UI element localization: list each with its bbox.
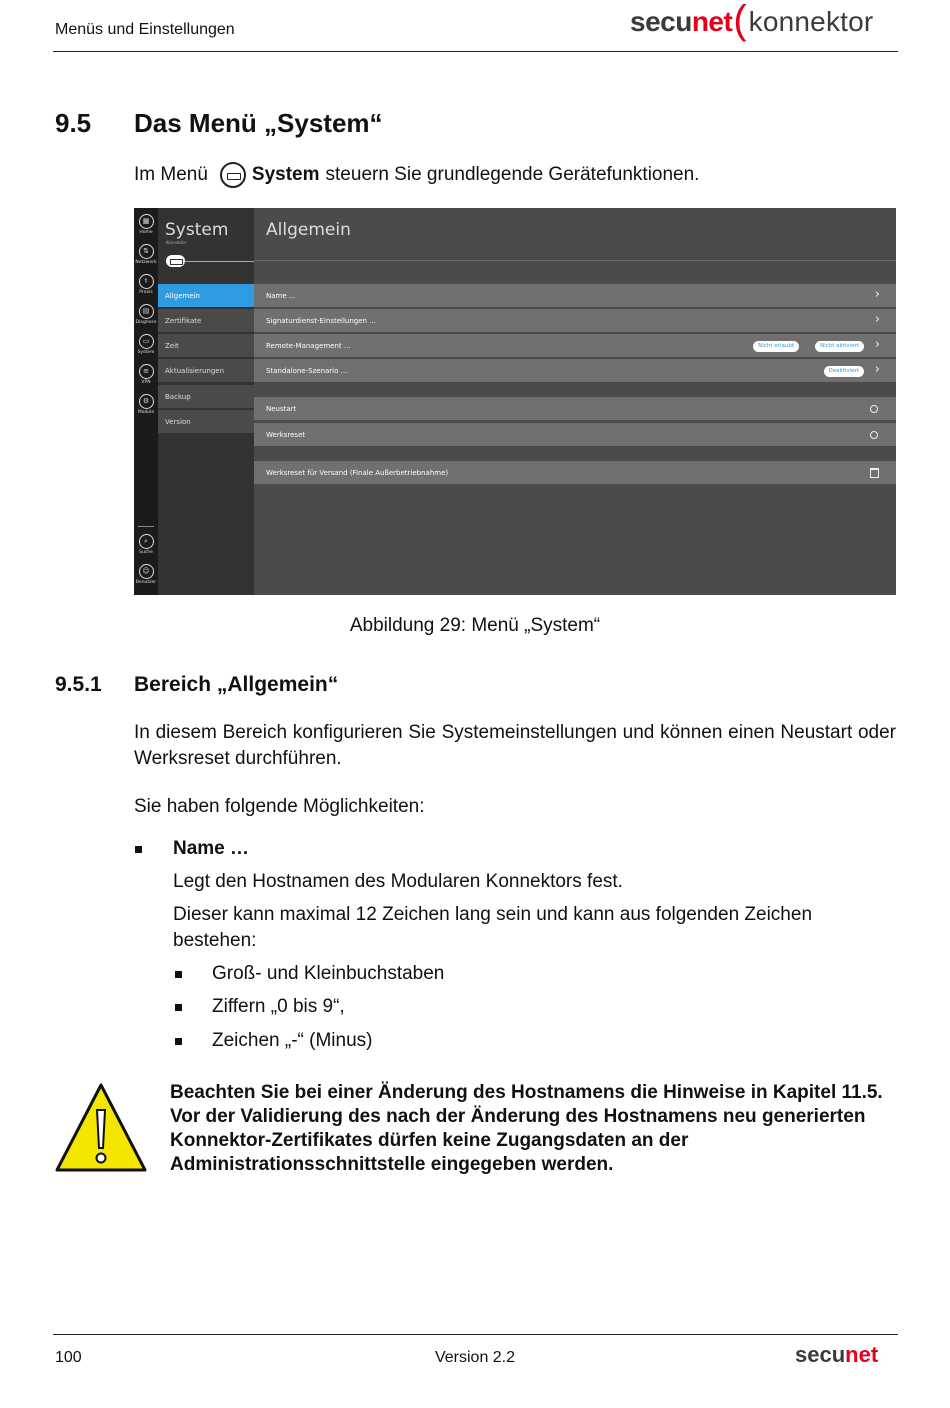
row-label: Remote-Management ... [266, 342, 351, 350]
bullet-square-icon [135, 846, 142, 853]
rail-label: Module [137, 410, 155, 415]
sub-list-item [212, 1028, 372, 1054]
rail-label: VPN [141, 380, 151, 385]
bullet-square-icon [175, 971, 182, 978]
rail-label: Benutzer [135, 580, 157, 585]
submenu-item-aktualisierungen[interactable]: Aktualisierungen [158, 359, 254, 383]
rail-label: System [137, 350, 155, 355]
rail-label: Praxis [139, 290, 153, 295]
intro-before: Im Menü [134, 164, 208, 185]
figure-caption: Abbildung 29: Menü „System“ [349, 615, 601, 636]
rail-label: Home [139, 230, 153, 235]
secunet-konnektor-logo [630, 2, 873, 42]
rail-home[interactable] [134, 214, 158, 235]
warning-text: Beachten Sie bei einer Änderung des Hostnamens die Hinweise in Kapitel 11.5. Vor der Validierung des nach der Änderung des Hostnamens neu generierten Konnektor-Zertifikates dürfen keine Zugangsdaten an der Administrationsschnittstelle eingegeben werden. [170, 1082, 883, 1175]
rail-label: Suche [139, 550, 153, 555]
system-menu-icon [220, 162, 246, 188]
sub-list-text: Zeichen „-“ (Minus) [212, 1030, 373, 1051]
rail-practice[interactable] [134, 274, 158, 295]
warning-triangle-icon [54, 1082, 148, 1174]
trash-icon [870, 468, 879, 478]
diagnosis-icon: ▤ [139, 304, 154, 319]
submenu-item-zeit[interactable]: Zeit [158, 334, 254, 358]
system-badge-icon [166, 255, 185, 267]
home-icon: ▦ [139, 214, 154, 229]
submenu-item-allgemein[interactable]: Allgemein [158, 284, 254, 308]
logo-product: konnektor [748, 6, 874, 37]
status-pill-deactivated: Deaktiviert [824, 366, 864, 377]
subsection-title: Bereich „Allgemein“ [134, 673, 339, 696]
footer-logo-a: secu [795, 1342, 846, 1367]
network-icon: ⇅ [139, 244, 154, 259]
row-name[interactable] [254, 284, 896, 308]
intro-after: steuern Sie grundlegende Gerätefunktionen. [325, 164, 700, 185]
subsection-number: 9.5.1 [55, 673, 102, 696]
system-menu-screenshot [134, 208, 896, 595]
rail-modules[interactable] [134, 394, 158, 415]
submenu-subtitle: Konnektor [166, 240, 187, 245]
row-label: Werksreset für Versand (Finale Außerbetriebnahme) [266, 469, 449, 477]
chevron-right-icon: › [874, 287, 880, 302]
bullet-square-icon [175, 1038, 182, 1045]
sub-list-item [212, 961, 444, 987]
sub-list-item [212, 994, 345, 1020]
paragraph-options: Sie haben folgende Möglichkeiten: [134, 796, 425, 817]
page-number: 100 [55, 1349, 82, 1366]
panel-divider [254, 260, 896, 261]
row-standalone[interactable] [254, 359, 896, 383]
paragraph-intro: In diesem Bereich konfigurieren Sie Systemeinstellungen und können einen Neustart oder Werksreset durchführen. [134, 722, 896, 769]
sub-list-text: Ziffern „0 bis 9“, [212, 996, 345, 1017]
rail-divider [138, 526, 154, 527]
panel-title: Allgemein [266, 220, 351, 240]
radio-circle-icon [870, 405, 878, 413]
system-icon: ▭ [139, 334, 154, 349]
row-signaturdienst[interactable] [254, 309, 896, 333]
row-label: Signaturdienst-Einstellungen ... [266, 317, 376, 325]
row-label: Neustart [266, 405, 297, 413]
row-remote-management[interactable] [254, 334, 896, 358]
footer-rule [53, 1334, 898, 1335]
user-icon: ☺ [139, 564, 154, 579]
chevron-right-icon: › [874, 337, 880, 352]
list-item-title: Name … [173, 838, 250, 859]
status-pill-not-activated: Nicht aktiviert [815, 341, 864, 352]
section-number: 9.5 [55, 108, 92, 138]
rail-vpn[interactable] [134, 364, 158, 385]
practice-icon: ⚕ [139, 274, 154, 289]
allgemein-panel [254, 208, 896, 595]
list-desc-2: Dieser kann maximal 12 Zeichen lang sein und kann aus folgenden Zeichen bestehen: [173, 904, 813, 951]
row-label: Name ... [266, 292, 296, 300]
rail-user[interactable] [134, 564, 158, 585]
rail-label: Diagnose [135, 320, 157, 325]
section-title: Das Menü „System“ [134, 108, 383, 138]
rail-network[interactable] [134, 244, 158, 265]
intro-bold: System [251, 164, 320, 185]
vpn-icon: ≡ [139, 364, 154, 379]
system-submenu [158, 208, 254, 595]
logo-brand-b: net [691, 6, 733, 37]
version-label: Version 2.2 [434, 1349, 516, 1366]
footer-logo-b: net [845, 1342, 879, 1367]
header-rule [53, 51, 898, 52]
search-icon: ⌕ [139, 534, 154, 549]
modules-icon: ⚙ [139, 394, 154, 409]
header-section-label: Menüs und Einstellungen [55, 21, 235, 38]
bullet-square-icon [175, 1004, 182, 1011]
submenu-title: System [165, 220, 229, 240]
rail-label: Netzwerk [135, 260, 157, 265]
row-restart[interactable] [254, 397, 896, 421]
row-label: Werksreset [266, 431, 306, 439]
rail-search[interactable] [134, 534, 158, 555]
rail-system[interactable] [134, 334, 158, 355]
submenu-item-version[interactable]: Version [158, 410, 254, 434]
icon-rail [134, 208, 158, 595]
footer-secunet-logo [795, 1342, 878, 1368]
radio-circle-icon [870, 431, 878, 439]
rail-diagnosis[interactable] [134, 304, 158, 325]
row-factory-reset[interactable] [254, 423, 896, 447]
list-desc-1: Legt den Hostnamen des Modularen Konnektors fest. [173, 871, 623, 892]
submenu-divider [185, 261, 254, 262]
section-intro [134, 162, 699, 188]
row-factory-reset-shipping[interactable] [254, 461, 896, 485]
submenu-item-backup[interactable]: Backup [158, 385, 254, 409]
submenu-item-zertifikate[interactable]: Zertifikate [158, 309, 254, 333]
status-pill-not-allowed: Nicht erlaubt [753, 341, 799, 352]
chevron-right-icon: › [874, 362, 880, 377]
logo-bracket: ( [733, 0, 747, 42]
chevron-right-icon: › [874, 312, 880, 327]
row-label: Standalone-Szenario ... [266, 367, 348, 375]
logo-brand-a: secu [630, 6, 692, 37]
sub-list-text: Groß- und Kleinbuchstaben [212, 963, 445, 984]
list-item-name [173, 836, 249, 862]
